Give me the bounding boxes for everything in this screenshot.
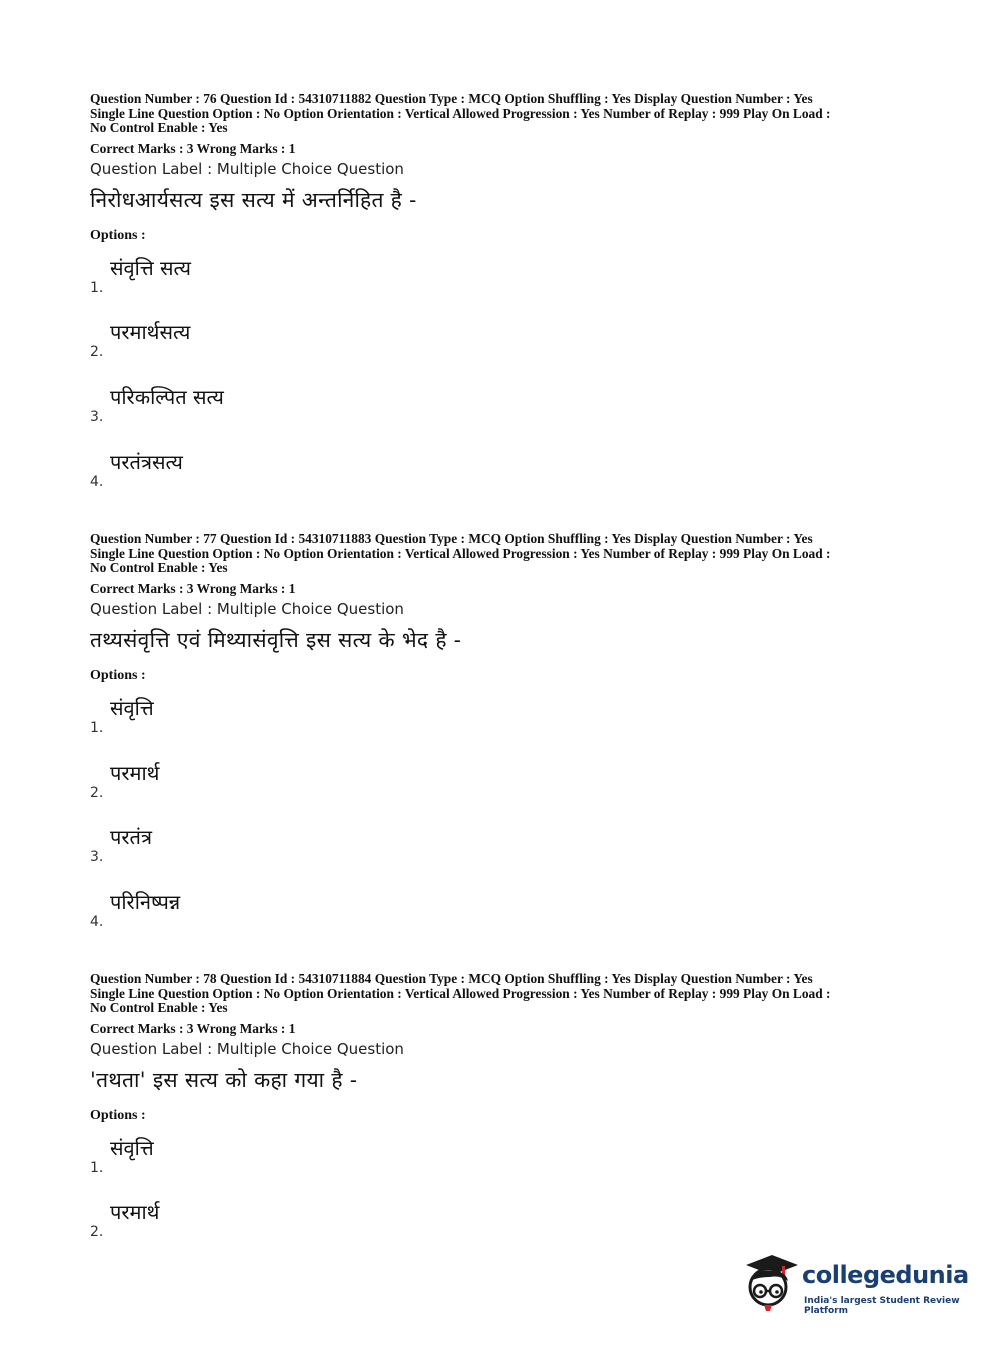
mascot-icon xyxy=(742,1251,798,1311)
question-meta xyxy=(90,92,920,136)
option-number: 2. xyxy=(90,1223,104,1240)
question-label: Question Label : Multiple Choice Question xyxy=(90,599,404,618)
option-1[interactable] xyxy=(90,256,490,296)
question-label: Question Label : Multiple Choice Question xyxy=(90,1039,404,1058)
meta-line: No Control Enable : Yes xyxy=(90,120,228,136)
option-text: संवृत्ति xyxy=(110,1135,154,1160)
option-2[interactable] xyxy=(90,320,490,360)
option-text: परतंत्रसत्य xyxy=(110,449,183,474)
option-text: परमार्थसत्य xyxy=(110,319,191,344)
logo-tagline: India's largest Student Review Platform xyxy=(804,1296,960,1316)
meta-line: No Control Enable : Yes xyxy=(90,1000,228,1016)
option-number: 3. xyxy=(90,408,104,425)
option-3[interactable] xyxy=(90,385,490,425)
option-text: परतंत्र xyxy=(110,824,152,849)
meta-line: Single Line Question Option : No Option Orientation : Vertical Allowed Progression : Yes Number of Replay : 999 Play On Load : xyxy=(90,985,831,1001)
option-1[interactable] xyxy=(90,696,490,736)
option-number: 2. xyxy=(90,343,104,360)
question-marks: Correct Marks : 3 Wrong Marks : 1 xyxy=(90,140,296,156)
meta-line: Question Number : 78 Question Id : 54310711884 Question Type : MCQ Option Shuffling : Yes Display Question Number : Yes xyxy=(90,971,813,986)
option-number: 2. xyxy=(90,784,104,801)
question-label: Question Label : Multiple Choice Question xyxy=(90,159,404,178)
option-number: 1. xyxy=(90,719,104,736)
question-marks: Correct Marks : 3 Wrong Marks : 1 xyxy=(90,580,296,596)
option-number: 4. xyxy=(90,473,104,490)
option-text: परिकल्पित सत्य xyxy=(110,384,224,409)
option-text: परिनिष्पन्न xyxy=(110,889,181,914)
meta-line: Single Line Question Option : No Option Orientation : Vertical Allowed Progression : Yes Number of Replay : 999 Play On Load : xyxy=(90,105,831,121)
option-number: 4. xyxy=(90,913,104,930)
option-text: परमार्थ xyxy=(110,1199,160,1224)
option-number: 3. xyxy=(90,848,104,865)
option-3[interactable] xyxy=(90,825,490,865)
option-text: संवृत्ति सत्य xyxy=(110,255,191,280)
option-2[interactable] xyxy=(90,1200,490,1240)
meta-line: No Control Enable : Yes xyxy=(90,560,228,576)
options-label: Options : xyxy=(90,1107,146,1123)
option-number: 1. xyxy=(90,279,104,296)
logo-wordmark: collegedunia xyxy=(802,1261,969,1289)
question-meta xyxy=(90,972,920,1016)
options-label: Options : xyxy=(90,227,146,243)
question-76 xyxy=(90,91,920,490)
collegedunia-logo xyxy=(742,1251,972,1316)
options-label: Options : xyxy=(90,667,146,683)
question-78 xyxy=(90,971,920,1240)
question-marks: Correct Marks : 3 Wrong Marks : 1 xyxy=(90,1020,296,1036)
option-1[interactable] xyxy=(90,1136,490,1176)
question-77 xyxy=(90,531,920,930)
option-2[interactable] xyxy=(90,761,490,801)
question-text: तथ्यसंवृत्ति एवं मिथ्यासंवृत्ति इस सत्य के भेद है - xyxy=(90,627,462,652)
question-text: 'तथता' इस सत्य को कहा गया है - xyxy=(90,1067,358,1092)
meta-line: Question Number : 77 Question Id : 54310711883 Question Type : MCQ Option Shuffling : Yes Display Question Number : Yes xyxy=(90,531,813,546)
option-4[interactable] xyxy=(90,890,490,930)
option-text: संवृत्ति xyxy=(110,695,154,720)
option-4[interactable] xyxy=(90,450,490,490)
meta-line: Question Number : 76 Question Id : 54310711882 Question Type : MCQ Option Shuffling : Yes Display Question Number : Yes xyxy=(90,91,813,106)
option-text: परमार्थ xyxy=(110,760,160,785)
meta-line: Single Line Question Option : No Option Orientation : Vertical Allowed Progression : Yes Number of Replay : 999 Play On Load : xyxy=(90,545,831,561)
question-text: निरोधआर्यसत्य इस सत्य में अन्तर्निहित है - xyxy=(90,187,417,212)
question-meta xyxy=(90,532,920,576)
option-number: 1. xyxy=(90,1159,104,1176)
